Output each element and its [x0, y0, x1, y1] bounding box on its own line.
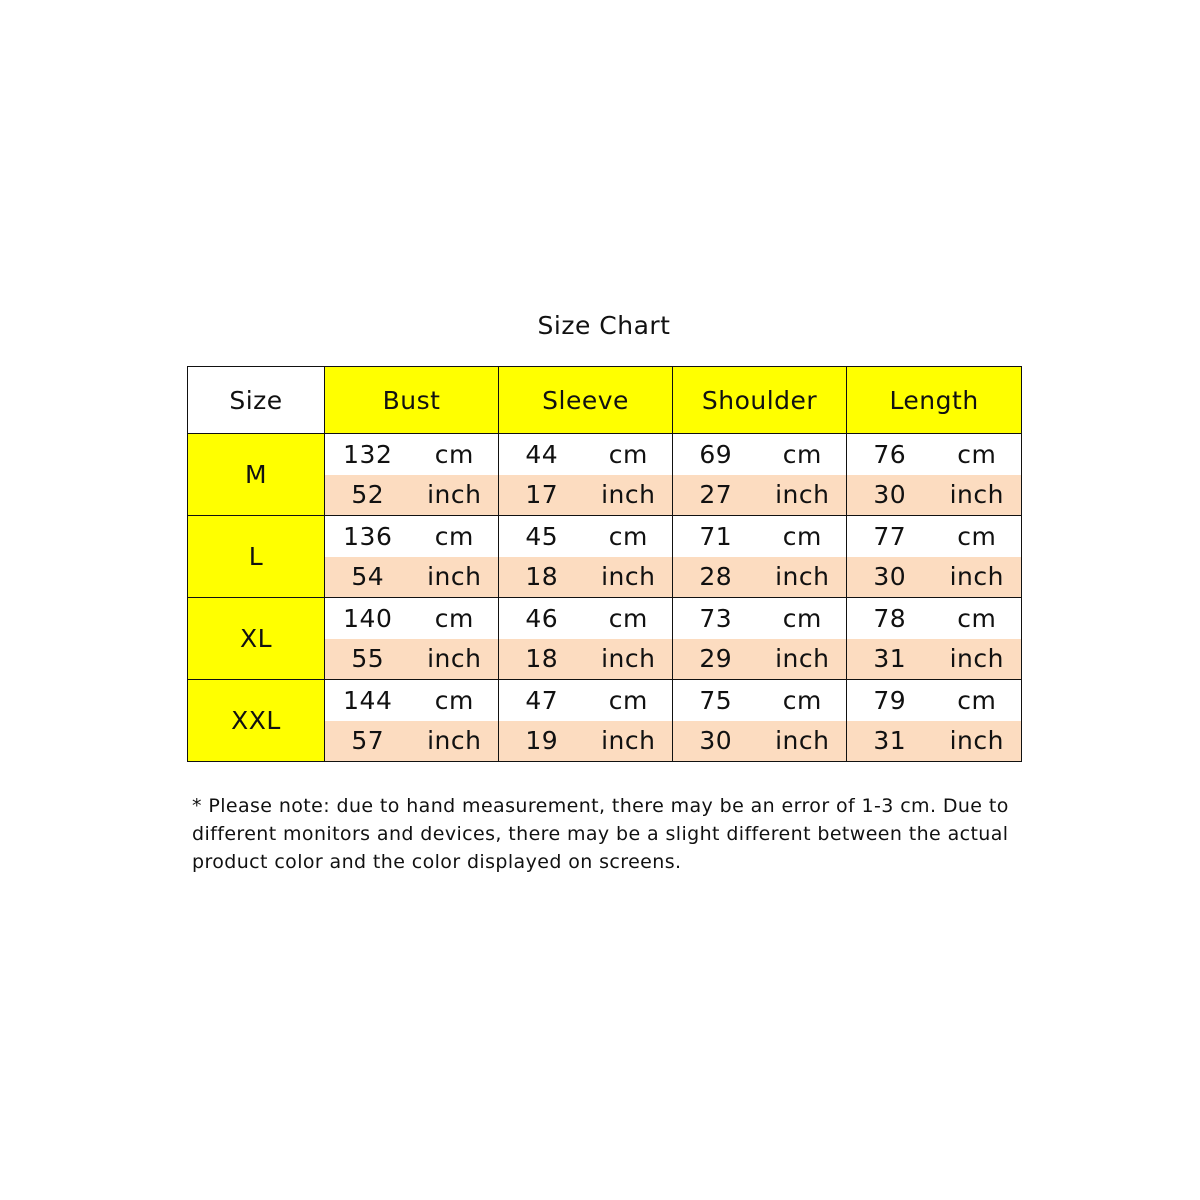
unit-inch: inch	[411, 475, 499, 516]
shoulder-cm-value: 69	[673, 434, 759, 475]
bust-inch-value: 55	[325, 639, 411, 680]
unit-inch: inch	[411, 557, 499, 598]
unit-cm: cm	[585, 434, 673, 475]
unit-cm: cm	[759, 516, 847, 557]
size-label: M	[188, 434, 325, 516]
table-row	[188, 598, 1022, 639]
unit-cm: cm	[585, 598, 673, 639]
unit-inch: inch	[585, 639, 673, 680]
chart-title: Size Chart	[537, 311, 671, 340]
table-row	[188, 516, 1022, 557]
header-row	[188, 367, 1022, 434]
unit-inch: inch	[585, 475, 673, 516]
unit-inch: inch	[411, 639, 499, 680]
table-row	[188, 680, 1022, 721]
size-label: XL	[188, 598, 325, 680]
length-inch-value: 31	[847, 721, 933, 762]
size-table	[187, 366, 1022, 762]
unit-inch: inch	[933, 475, 1022, 516]
unit-inch: inch	[759, 557, 847, 598]
unit-inch: inch	[759, 475, 847, 516]
length-cm-value: 78	[847, 598, 933, 639]
unit-cm: cm	[933, 434, 1022, 475]
sleeve-inch-value: 17	[499, 475, 585, 516]
sleeve-inch-value: 18	[499, 639, 585, 680]
sleeve-cm-value: 46	[499, 598, 585, 639]
unit-cm: cm	[933, 680, 1022, 721]
bust-cm-value: 132	[325, 434, 411, 475]
bust-inch-value: 57	[325, 721, 411, 762]
size-table-body	[188, 367, 1022, 762]
unit-cm: cm	[411, 434, 499, 475]
length-inch-value: 30	[847, 475, 933, 516]
bust-inch-value: 52	[325, 475, 411, 516]
unit-cm: cm	[759, 434, 847, 475]
sleeve-cm-value: 44	[499, 434, 585, 475]
unit-inch: inch	[933, 721, 1022, 762]
unit-cm: cm	[759, 598, 847, 639]
size-label: L	[188, 516, 325, 598]
header-bust: Bust	[325, 367, 499, 434]
unit-inch: inch	[411, 721, 499, 762]
header-sleeve: Sleeve	[499, 367, 673, 434]
sleeve-cm-value: 47	[499, 680, 585, 721]
length-inch-value: 31	[847, 639, 933, 680]
header-shoulder: Shoulder	[673, 367, 847, 434]
header-size: Size	[188, 367, 325, 434]
unit-cm: cm	[585, 680, 673, 721]
unit-inch: inch	[585, 557, 673, 598]
unit-cm: cm	[933, 598, 1022, 639]
unit-cm: cm	[933, 516, 1022, 557]
length-inch-value: 30	[847, 557, 933, 598]
length-cm-value: 76	[847, 434, 933, 475]
size-label: XXL	[188, 680, 325, 762]
unit-cm: cm	[411, 516, 499, 557]
unit-inch: inch	[933, 557, 1022, 598]
bust-inch-value: 54	[325, 557, 411, 598]
unit-cm: cm	[759, 680, 847, 721]
shoulder-inch-value: 28	[673, 557, 759, 598]
measurement-note: * Please note: due to hand measurement, there may be an error of 1-3 cm. Due to different monitors and devices, there may be a slight different between the actual product color and the color displayed on screens.	[192, 795, 1009, 873]
shoulder-inch-value: 29	[673, 639, 759, 680]
bust-cm-value: 144	[325, 680, 411, 721]
shoulder-cm-value: 75	[673, 680, 759, 721]
sleeve-cm-value: 45	[499, 516, 585, 557]
unit-inch: inch	[933, 639, 1022, 680]
sleeve-inch-value: 19	[499, 721, 585, 762]
shoulder-inch-value: 30	[673, 721, 759, 762]
length-cm-value: 79	[847, 680, 933, 721]
unit-cm: cm	[411, 598, 499, 639]
unit-inch: inch	[759, 639, 847, 680]
unit-inch: inch	[585, 721, 673, 762]
sleeve-inch-value: 18	[499, 557, 585, 598]
header-length: Length	[847, 367, 1022, 434]
unit-inch: inch	[759, 721, 847, 762]
table-row	[188, 434, 1022, 475]
unit-cm: cm	[585, 516, 673, 557]
length-cm-value: 77	[847, 516, 933, 557]
shoulder-cm-value: 73	[673, 598, 759, 639]
unit-cm: cm	[411, 680, 499, 721]
bust-cm-value: 136	[325, 516, 411, 557]
shoulder-cm-value: 71	[673, 516, 759, 557]
shoulder-inch-value: 27	[673, 475, 759, 516]
bust-cm-value: 140	[325, 598, 411, 639]
